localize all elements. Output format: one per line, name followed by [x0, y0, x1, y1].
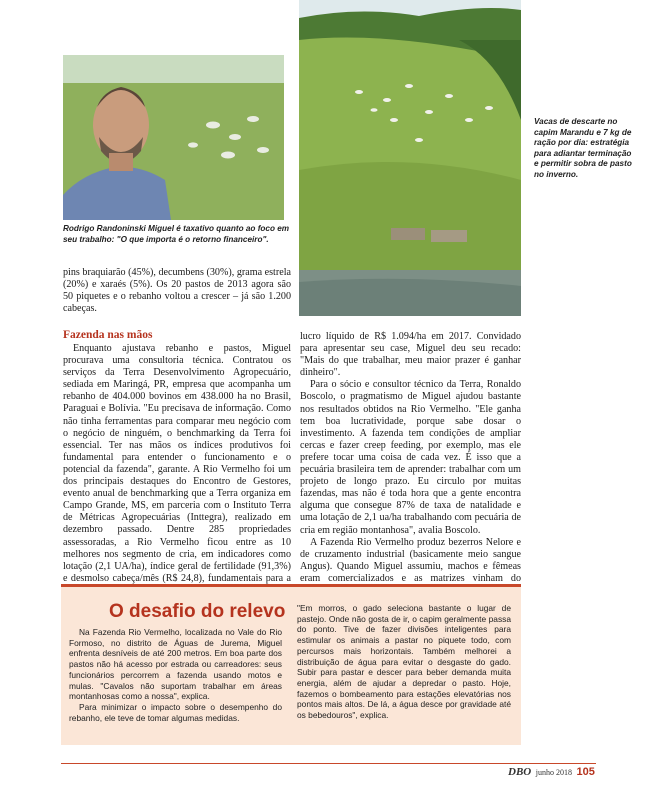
paragraph: Enquanto ajustava rebanho e pastos, Miguel procurava uma consultoria técnica. Contratou os serviços da Terra Desenvolvimento Agropecuário, sediada em Maringá, PR, empresa que acompanha um rebanho de 404.000 bovinos em 438.000 ha no Brasil, Paraguai e Bolívia. "Eu precisava de informação. Como não tinha ferramentas para comparar meu negócio com o negócio de ninguém, o benchmarking da Terra foi essencial. Ter nas mãos os índices produtivos foi fundamental para entender o funcionamento e o potencial da fazenda", garante. A Rio Vermelho foi um dos principais destaques do Encontro de Gestores, evento anual de benchmarking que a Terra organiza em Campo Grande, MS, em parceria com o Instituto Terra de Métricas Agropecuárias (Inttegra), realizado em dezembro passado. Dentre 285 propriedades assessoradas, a Rio Vermelho ficou entre as 10 melhores nos segmento de cria, em indicadores como lotação (2,1 UA/ha), índice geral de fertilidade (91,3%) e desmolso cabeça/mês (R$ 24,8), fundamentais para a [63, 343, 291, 584]
page-footer [508, 766, 595, 778]
paragraph: A Fazenda Rio Vermelho produz bezerros Nelore e de cruzamento industrial (basicamente meio sangue Angus). Quando Miguel assumiu, machos e fêmeas eram comercializados e as matrizes vinham do [300, 536, 521, 584]
box-title: O desafio do relevo [109, 601, 286, 622]
portrait-caption: Rodrigo Randoninski Miguel é taxativo quanto ao foco em seu trabalho: "O que importa é o retorno financeiro". [63, 224, 290, 244]
article-intro-paragraph [63, 267, 291, 315]
pasture-cattle-photo [299, 0, 521, 316]
paragraph: lucro líquido de R$ 1.094/ha em 2017. Convidado para apresentar seu case, Miguel deu seu recado: "Mais do que trabalhar, meu maior prazer é ganhar dinheiro". [300, 331, 521, 379]
page-number: 105 [576, 766, 595, 778]
footer-divider [61, 763, 596, 764]
box-left-column [69, 627, 282, 723]
magazine-name: DBO [508, 766, 532, 778]
article-left-column [63, 343, 291, 597]
portrait-photo [63, 55, 284, 220]
paragraph: "Em morros, o gado seleciona bastante o lugar de pastejo. Onde não gosta de ir, o capim geralmente passa do ponto. Tive de fazer divisões inteligentes para estimular os animais a pastar no piquete todo, com percursos mais horizontais. Também melhorei a distribuição de água para evitar o desgaste do gado. Subir para pastar e descer para beber demanda muita energia, além de ajudar a depredar o pasto. Hoje, fazemos o bombeamento para estações elevatórias nos pontos mais altos. De lá, a água desce por gravidade até os bebedouros", explica. [297, 603, 511, 721]
issue-date: junho 2018 [535, 768, 572, 777]
paragraph: pins braquiarão (45%), decumbens (30%), grama estrela (20%) e xaraés (5%). Os 20 pastos de 2013 agora são 50 piquetes e o rebanho voltou a crescer – já são 1.200 cabeças. [63, 267, 291, 315]
paragraph: Na Fazenda Rio Vermelho, localizada no Vale do Rio Formoso, no distrito de Águas de Jurema, Miguel enfrenta desníveis de até 200 metros. Em boa parte dos pastos não há acesso por estrada ou carreadores: seus funcionários percorrem a fazenda usando motos e mulas. "Cavalos não suportam trabalhar em áreas montanhosas como a nossa", explica. [69, 627, 282, 702]
box-right-column [297, 603, 511, 721]
landscape-caption: Vacas de descarte no capim Marandu e 7 kg de ração por dia: estratégia para adiantar terminação e permitir sobra de pasto no inverno. [534, 117, 632, 179]
paragraph: Para minimizar o impacto sobre o desempenho do rebanho, ele teve de tomar algumas medidas. [69, 701, 282, 723]
section-heading: Fazenda nas mãos [63, 329, 153, 341]
paragraph: Para o sócio e consultor técnico da Terra, Ronaldo Boscolo, o pragmatismo de Miguel ajudou bastante nos resultados obtidos na Rio Vermelho. "Ele ganha tem boa lucratividade, porque sabe dosar o investimento. A fazenda tem condições de ampliar cercas e fazer creep feeding, por exemplo, mas ele prefere tocar uma coisa de cada vez. É isso que a pecuária brasileira tem de aprender: trabalhar com um projeto de longo prazo. Eu circulo por muitas fazendas, mas não é toda hora que a gente encontra alguma que consegue 87% de taxa de natalidade e uma lotação de 2,1 ua/ha trabalhando com pecuária de cria em região montanhosa", avalia Boscolo. [300, 379, 521, 536]
sidebar-box [61, 584, 521, 745]
article-right-column [300, 331, 521, 597]
